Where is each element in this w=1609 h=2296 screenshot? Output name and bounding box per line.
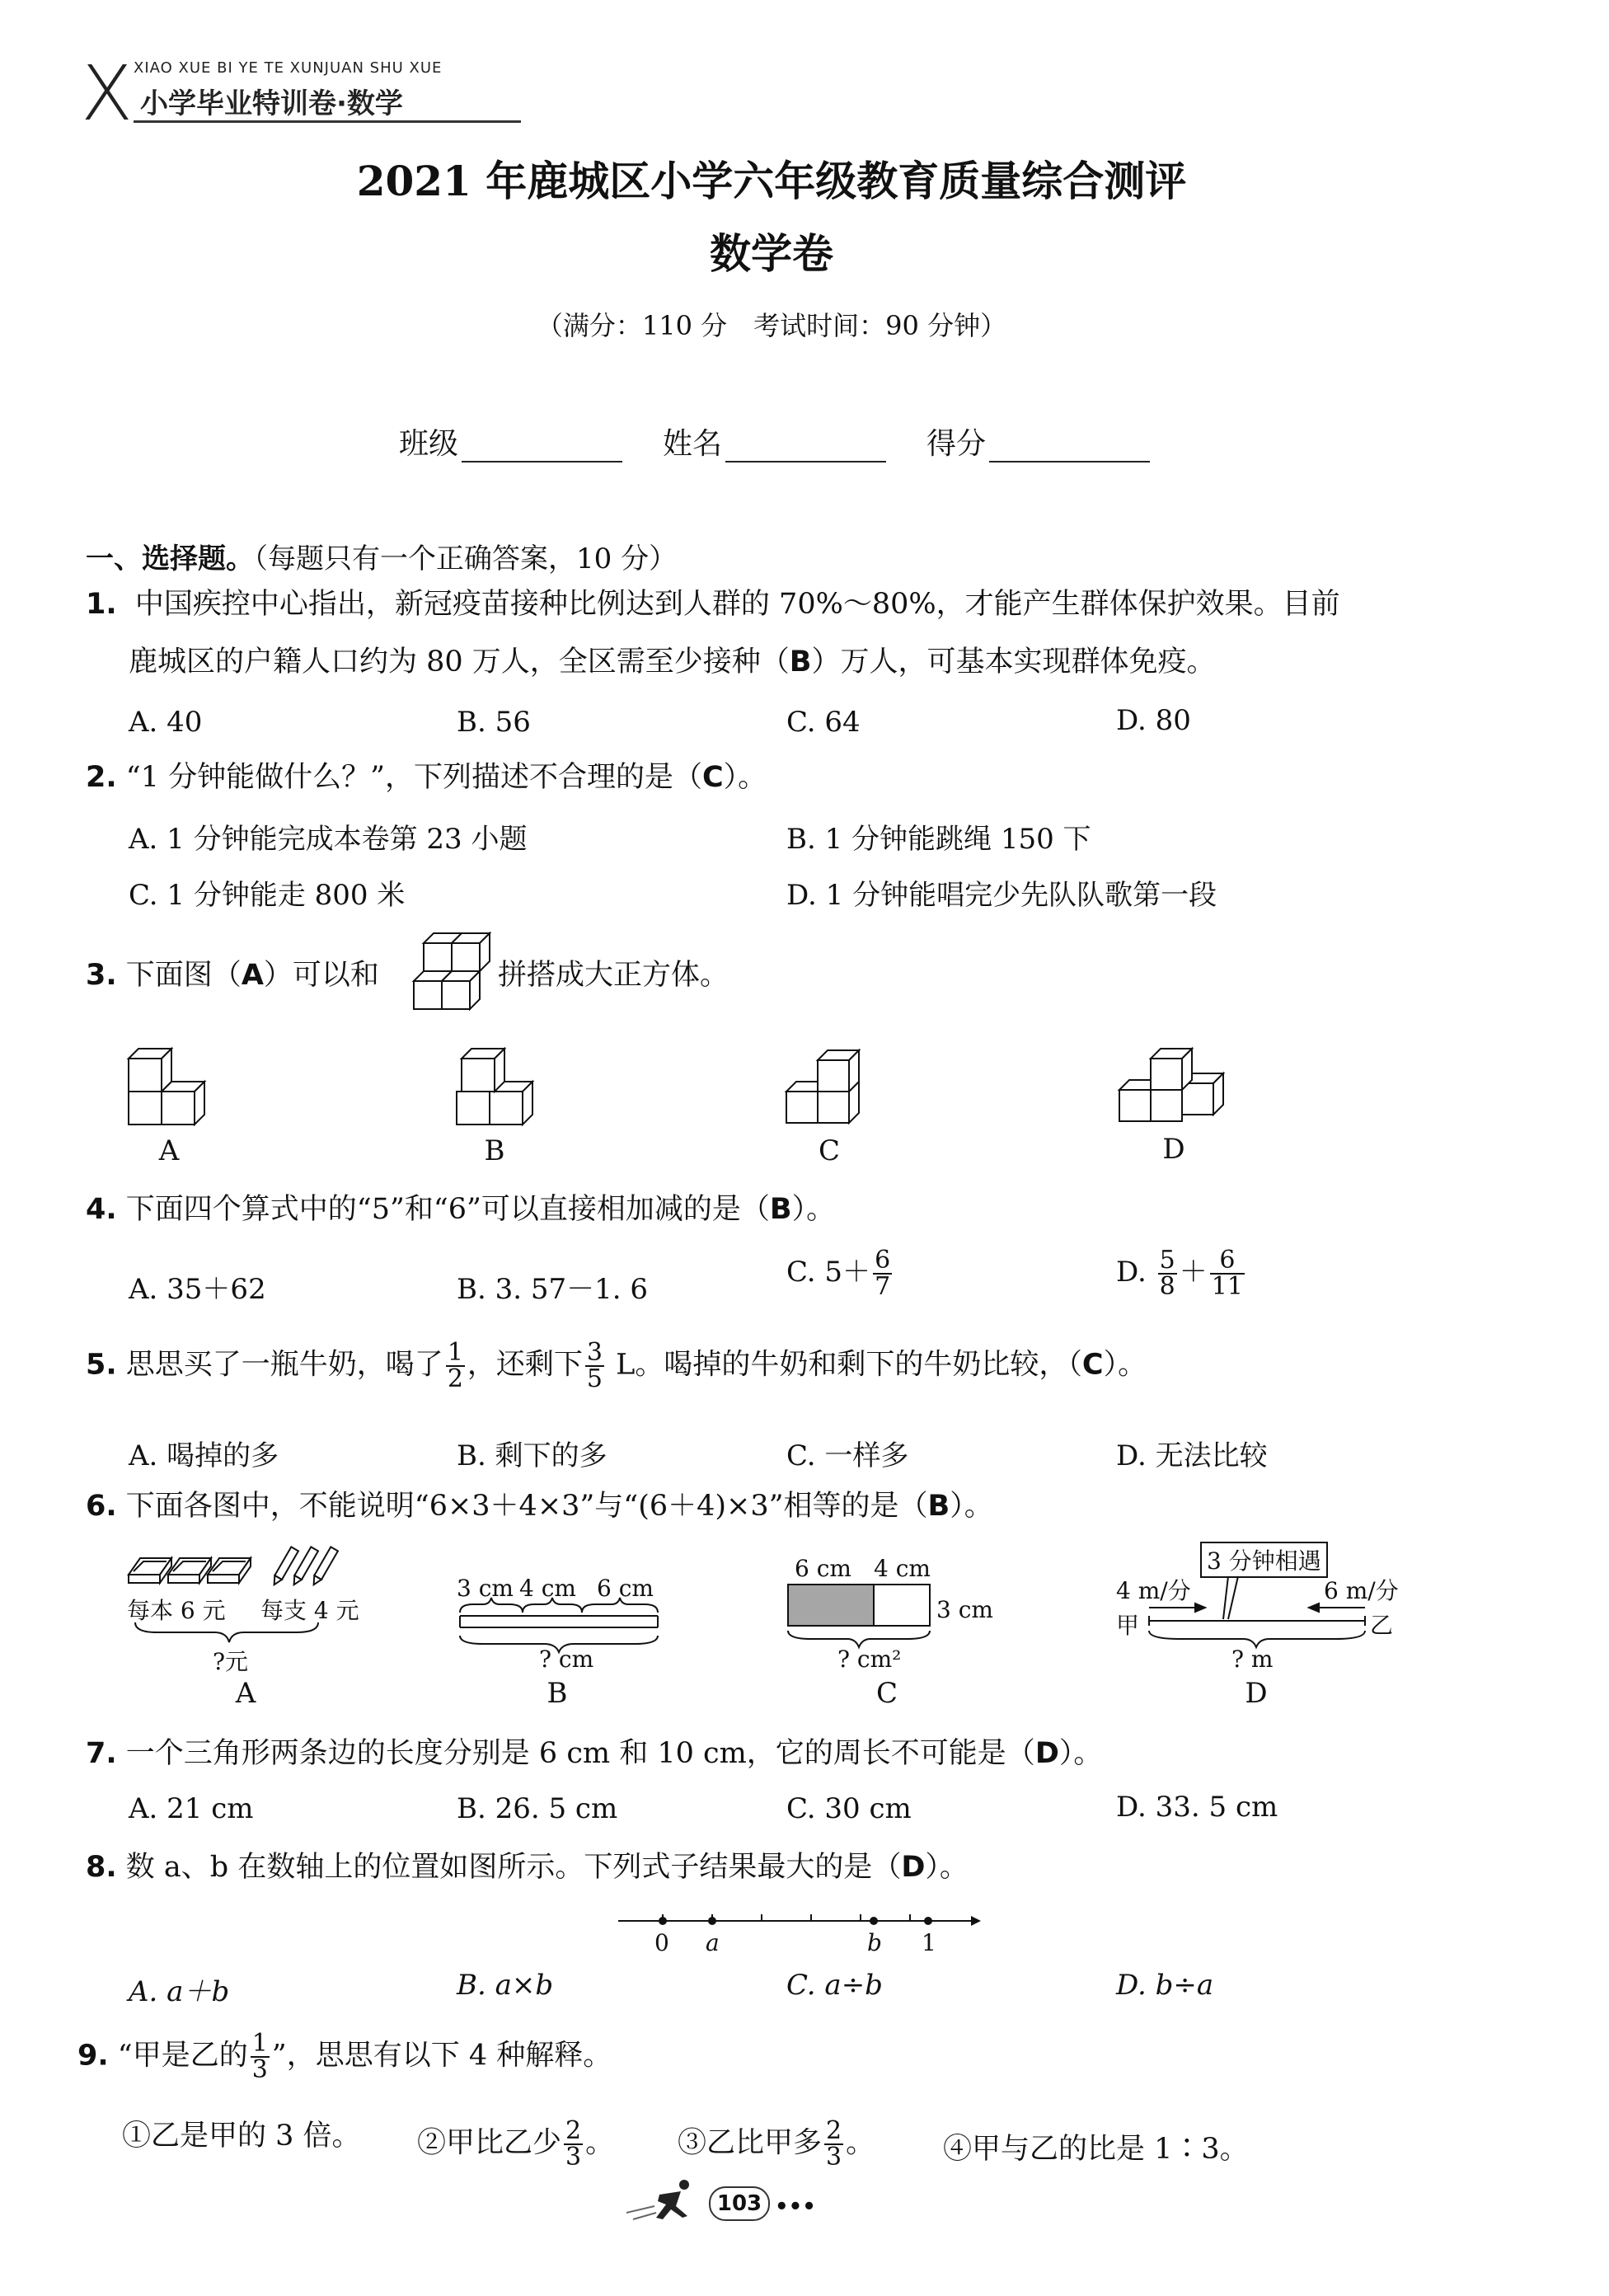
answer: B: [789, 646, 812, 678]
q6-d-speed-right: 6 m/分: [1324, 1577, 1399, 1604]
point-b: [870, 1917, 878, 1925]
question-number: 2.: [86, 761, 117, 794]
q6-b-seg3: 6 cm: [597, 1575, 654, 1602]
q1-option-d: D. 80: [1116, 704, 1191, 737]
question-number: 4.: [86, 1193, 117, 1226]
exam-info: （满分：110 分 考试时间：90 分钟）: [536, 310, 1007, 341]
question-number: 5.: [86, 1348, 117, 1382]
q1-option-b: B. 56: [457, 706, 531, 739]
section-1-title: 一、选择题。: [86, 542, 254, 575]
numerator: 1: [251, 2029, 268, 2058]
q8-axis-one: 1: [922, 1929, 936, 1956]
denominator: 2: [447, 1364, 463, 1393]
q5-option-c: C. 一样多: [786, 1439, 909, 1472]
question-text: ）可以和: [263, 959, 379, 992]
series-pinyin: XIAO XUE BI YE TE XUNJUAN SHU XUE: [134, 59, 443, 77]
interp-text: 。: [585, 2126, 615, 2160]
q6-d-jia: 甲: [1116, 1612, 1140, 1639]
question-text: ）。: [1058, 1737, 1103, 1770]
q4-option-a: A. 35＋62: [129, 1273, 266, 1306]
q3-figure-a: [127, 1042, 209, 1131]
question-text: 下面四个算式中的“5”和“6”可以直接相加减的是（: [125, 1193, 770, 1226]
q2-option-c: C. 1 分钟能走 800 米: [129, 879, 406, 912]
question-2: [86, 760, 767, 795]
class-label: 班级: [399, 427, 459, 461]
answer: B: [769, 1193, 792, 1226]
numerator: 5: [1159, 1246, 1175, 1275]
one-point: [924, 1917, 932, 1925]
interp-text: 。: [846, 2126, 875, 2160]
question-number: 1.: [86, 588, 117, 621]
denominator: 3: [251, 2055, 268, 2084]
question-text: 数 a、b 在数轴上的位置如图所示。下列式子结果最大的是（: [125, 1851, 902, 1884]
q8-option-b: B. a×b: [457, 1969, 554, 2002]
q3-reference-cubes: [412, 930, 498, 1016]
section-1-note: （每题只有一个正确答案，10 分）: [254, 542, 678, 575]
denominator: 7: [875, 1272, 891, 1301]
class-field: [399, 420, 622, 462]
option-text: D.: [1116, 1256, 1147, 1289]
name-blank: [725, 431, 886, 462]
question-6: [86, 1489, 993, 1524]
q6-c-width1: 6 cm: [795, 1555, 851, 1582]
q3-figure-c: [785, 1040, 875, 1131]
q3-label-d: D: [1162, 1133, 1185, 1166]
denominator: 8: [1159, 1272, 1175, 1301]
point-a: [708, 1917, 716, 1925]
answer: A: [241, 959, 264, 992]
answer: C: [1081, 1348, 1104, 1382]
q5-option-a: A. 喝掉的多: [129, 1439, 279, 1472]
question-1: [86, 587, 1340, 622]
q2-option-d: D. 1 分钟能唱完少先队队歌第一段: [786, 879, 1217, 912]
fraction: [446, 1338, 465, 1393]
zero-point: [659, 1917, 667, 1925]
question-9: [77, 2031, 612, 2082]
q3-label-b: B: [484, 1134, 505, 1167]
denominator: 3: [826, 2143, 842, 2172]
q8-axis-zero: 0: [654, 1929, 669, 1956]
question-text: ）。: [950, 1490, 993, 1523]
question-text: 思思买了一瓶牛奶，喝了: [125, 1348, 443, 1382]
q6-c-height: 3 cm: [936, 1596, 993, 1623]
q6-label-a: A: [235, 1677, 256, 1710]
question-number: 3.: [86, 959, 117, 992]
q6-label-d: D: [1245, 1677, 1268, 1710]
question-1-line2: [129, 645, 1216, 679]
q6-b-seg2: 4 cm: [519, 1575, 576, 1602]
question-text: ”，思思有以下 4 种解释。: [271, 2039, 612, 2073]
q9-interpretation-3: [678, 2116, 875, 2172]
q3-figure-b: [455, 1042, 537, 1131]
exam-subject: 数学卷: [710, 229, 833, 278]
q2-option-a: A. 1 分钟能完成本卷第 23 小题: [129, 823, 528, 856]
q6-d-speed-left: 4 m/分: [1116, 1577, 1191, 1604]
fraction: [251, 2031, 270, 2082]
numerator: 2: [826, 2116, 842, 2145]
question-8: [86, 1850, 969, 1885]
question-text: ）。: [791, 1193, 836, 1226]
q8-option-c: C. a÷b: [786, 1969, 883, 2002]
question-number: 8.: [86, 1851, 117, 1884]
q3-text-tail: 拼搭成大正方体。: [498, 959, 729, 992]
series-logo-letter: X: [81, 49, 134, 138]
q5-option-b: B. 剩下的多: [457, 1439, 607, 1472]
q4-option-b: B. 3. 57－1. 6: [457, 1273, 648, 1306]
q6-d-meet-box: 3 分钟相遇: [1200, 1542, 1328, 1578]
question-text: 下面各图中，不能说明“6×3＋4×3”与“(6＋4)×3”相等的是（: [125, 1490, 928, 1523]
q7-option-a: A. 21 cm: [129, 1792, 254, 1825]
question-text: ，还剩下: [467, 1348, 583, 1382]
exam-title: 2021 年鹿城区小学六年级教育质量综合测评: [356, 157, 1187, 205]
q8-option-d: D. b÷a: [1116, 1969, 1214, 2002]
page-number: 103: [709, 2186, 770, 2221]
fraction: [873, 1248, 892, 1299]
q3-label-c: C: [818, 1134, 840, 1167]
q3-figure-d: [1118, 1039, 1227, 1131]
q6-d-question: ? m: [1231, 1646, 1274, 1673]
q7-option-c: C. 30 cm: [786, 1792, 912, 1825]
q9-interpretation-2: [417, 2116, 615, 2172]
q6-d-yi: 乙: [1370, 1612, 1394, 1639]
answer: B: [927, 1490, 950, 1523]
book-icon: [129, 1558, 171, 1583]
fraction: [585, 1338, 604, 1393]
question-text: ）。: [925, 1851, 969, 1884]
q6-a-question: ?元: [213, 1648, 249, 1675]
class-blank: [462, 431, 622, 462]
question-text: 中国疾控中心指出，新冠疫苗接种比例达到人群的 70%～80%，才能产生群体保护效果。目前: [134, 588, 1340, 621]
fraction: [1210, 1248, 1245, 1299]
q5-option-d: D. 无法比较: [1116, 1439, 1268, 1472]
book-icon: [208, 1558, 251, 1583]
question-3: [86, 958, 379, 993]
header-rule: [134, 120, 521, 123]
score-field: [926, 420, 1150, 462]
fraction: [564, 2116, 583, 2172]
fraction: [824, 2116, 843, 2172]
q2-option-b: B. 1 分钟能跳绳 150 下: [786, 823, 1091, 856]
q6-b-seg1: 3 cm: [457, 1575, 514, 1602]
q4-option-d: [1116, 1248, 1247, 1299]
q4-option-c: [786, 1248, 894, 1299]
question-7: [86, 1736, 1102, 1771]
numerator: 6: [875, 1246, 891, 1275]
denominator: 3: [565, 2143, 582, 2172]
q6-b-question: ? cm: [539, 1646, 594, 1673]
question-5: [86, 1338, 1147, 1393]
q6-label-b: B: [546, 1677, 568, 1710]
section-1-heading: [86, 536, 677, 576]
name-label: 姓名: [663, 427, 723, 461]
question-text: “1 分钟能做什么？”，下列描述不合理的是（: [125, 761, 702, 794]
interp-text: ②甲比乙少: [417, 2126, 562, 2160]
denominator: 5: [586, 1364, 603, 1393]
question-text: “甲是乙的: [117, 2039, 248, 2073]
question-text: L。喝掉的牛奶和剩下的牛奶比较，（: [607, 1348, 1082, 1382]
question-number: 7.: [86, 1737, 117, 1770]
q7-option-d: D. 33. 5 cm: [1116, 1791, 1278, 1824]
numerator: 3: [586, 1338, 603, 1367]
question-text: 一个三角形两条边的长度分别是 6 cm 和 10 cm，它的周长不可能是（: [125, 1737, 1035, 1770]
footer-dots: •••: [775, 2195, 816, 2219]
q1-option-c: C. 64: [786, 706, 861, 739]
q8-axis-a: a: [706, 1929, 720, 1956]
fraction: [1158, 1248, 1177, 1299]
q8-option-a: A. a＋b: [129, 1975, 230, 2008]
q8-axis-b: b: [867, 1929, 882, 1956]
question-text: 鹿城区的户籍人口约为 80 万人，全区需至少接种（: [129, 646, 790, 678]
q7-option-b: B. 26. 5 cm: [457, 1792, 618, 1825]
question-text: 下面图（: [125, 959, 242, 992]
series-title: 小学毕业特训卷·数学: [140, 87, 403, 120]
question-4: [86, 1192, 835, 1227]
question-text: ）。: [1103, 1348, 1147, 1382]
question-text: ）。: [723, 761, 767, 794]
option-text: C. 5＋: [786, 1256, 871, 1289]
score-label: 得分: [926, 427, 987, 461]
q6-c-width2: 4 cm: [874, 1555, 931, 1582]
q6-a-pencil-price: 每支 4 元: [260, 1597, 359, 1624]
q1-option-a: A. 40: [129, 706, 203, 739]
plus-sign: ＋: [1179, 1256, 1208, 1289]
numerator: 2: [565, 2116, 582, 2145]
q9-interpretation-1: ①乙是甲的 3 倍。: [122, 2120, 361, 2153]
running-figure-icon: [626, 2176, 709, 2226]
question-number: 9.: [77, 2039, 109, 2073]
denominator: 11: [1211, 1272, 1243, 1301]
q6-label-c: C: [875, 1677, 898, 1710]
numerator: 6: [1210, 1248, 1245, 1275]
answer: D: [1034, 1737, 1059, 1770]
q3-label-a: A: [158, 1134, 180, 1167]
name-field: [663, 420, 886, 462]
numerator: 1: [447, 1338, 463, 1367]
book-icon: [168, 1558, 211, 1583]
q6-a-book-price: 每本 6 元: [127, 1597, 226, 1624]
q6-c-question: ? cm²: [837, 1646, 902, 1673]
question-number: 6.: [86, 1490, 117, 1523]
answer: D: [901, 1851, 926, 1884]
question-text: ）万人，可基本实现群体免疫。: [811, 646, 1216, 678]
score-blank: [989, 431, 1150, 462]
answer: C: [701, 761, 724, 794]
q9-interpretation-4: ④甲与乙的比是 1∶3。: [943, 2133, 1249, 2166]
interp-text: ③乙比甲多: [678, 2126, 823, 2160]
